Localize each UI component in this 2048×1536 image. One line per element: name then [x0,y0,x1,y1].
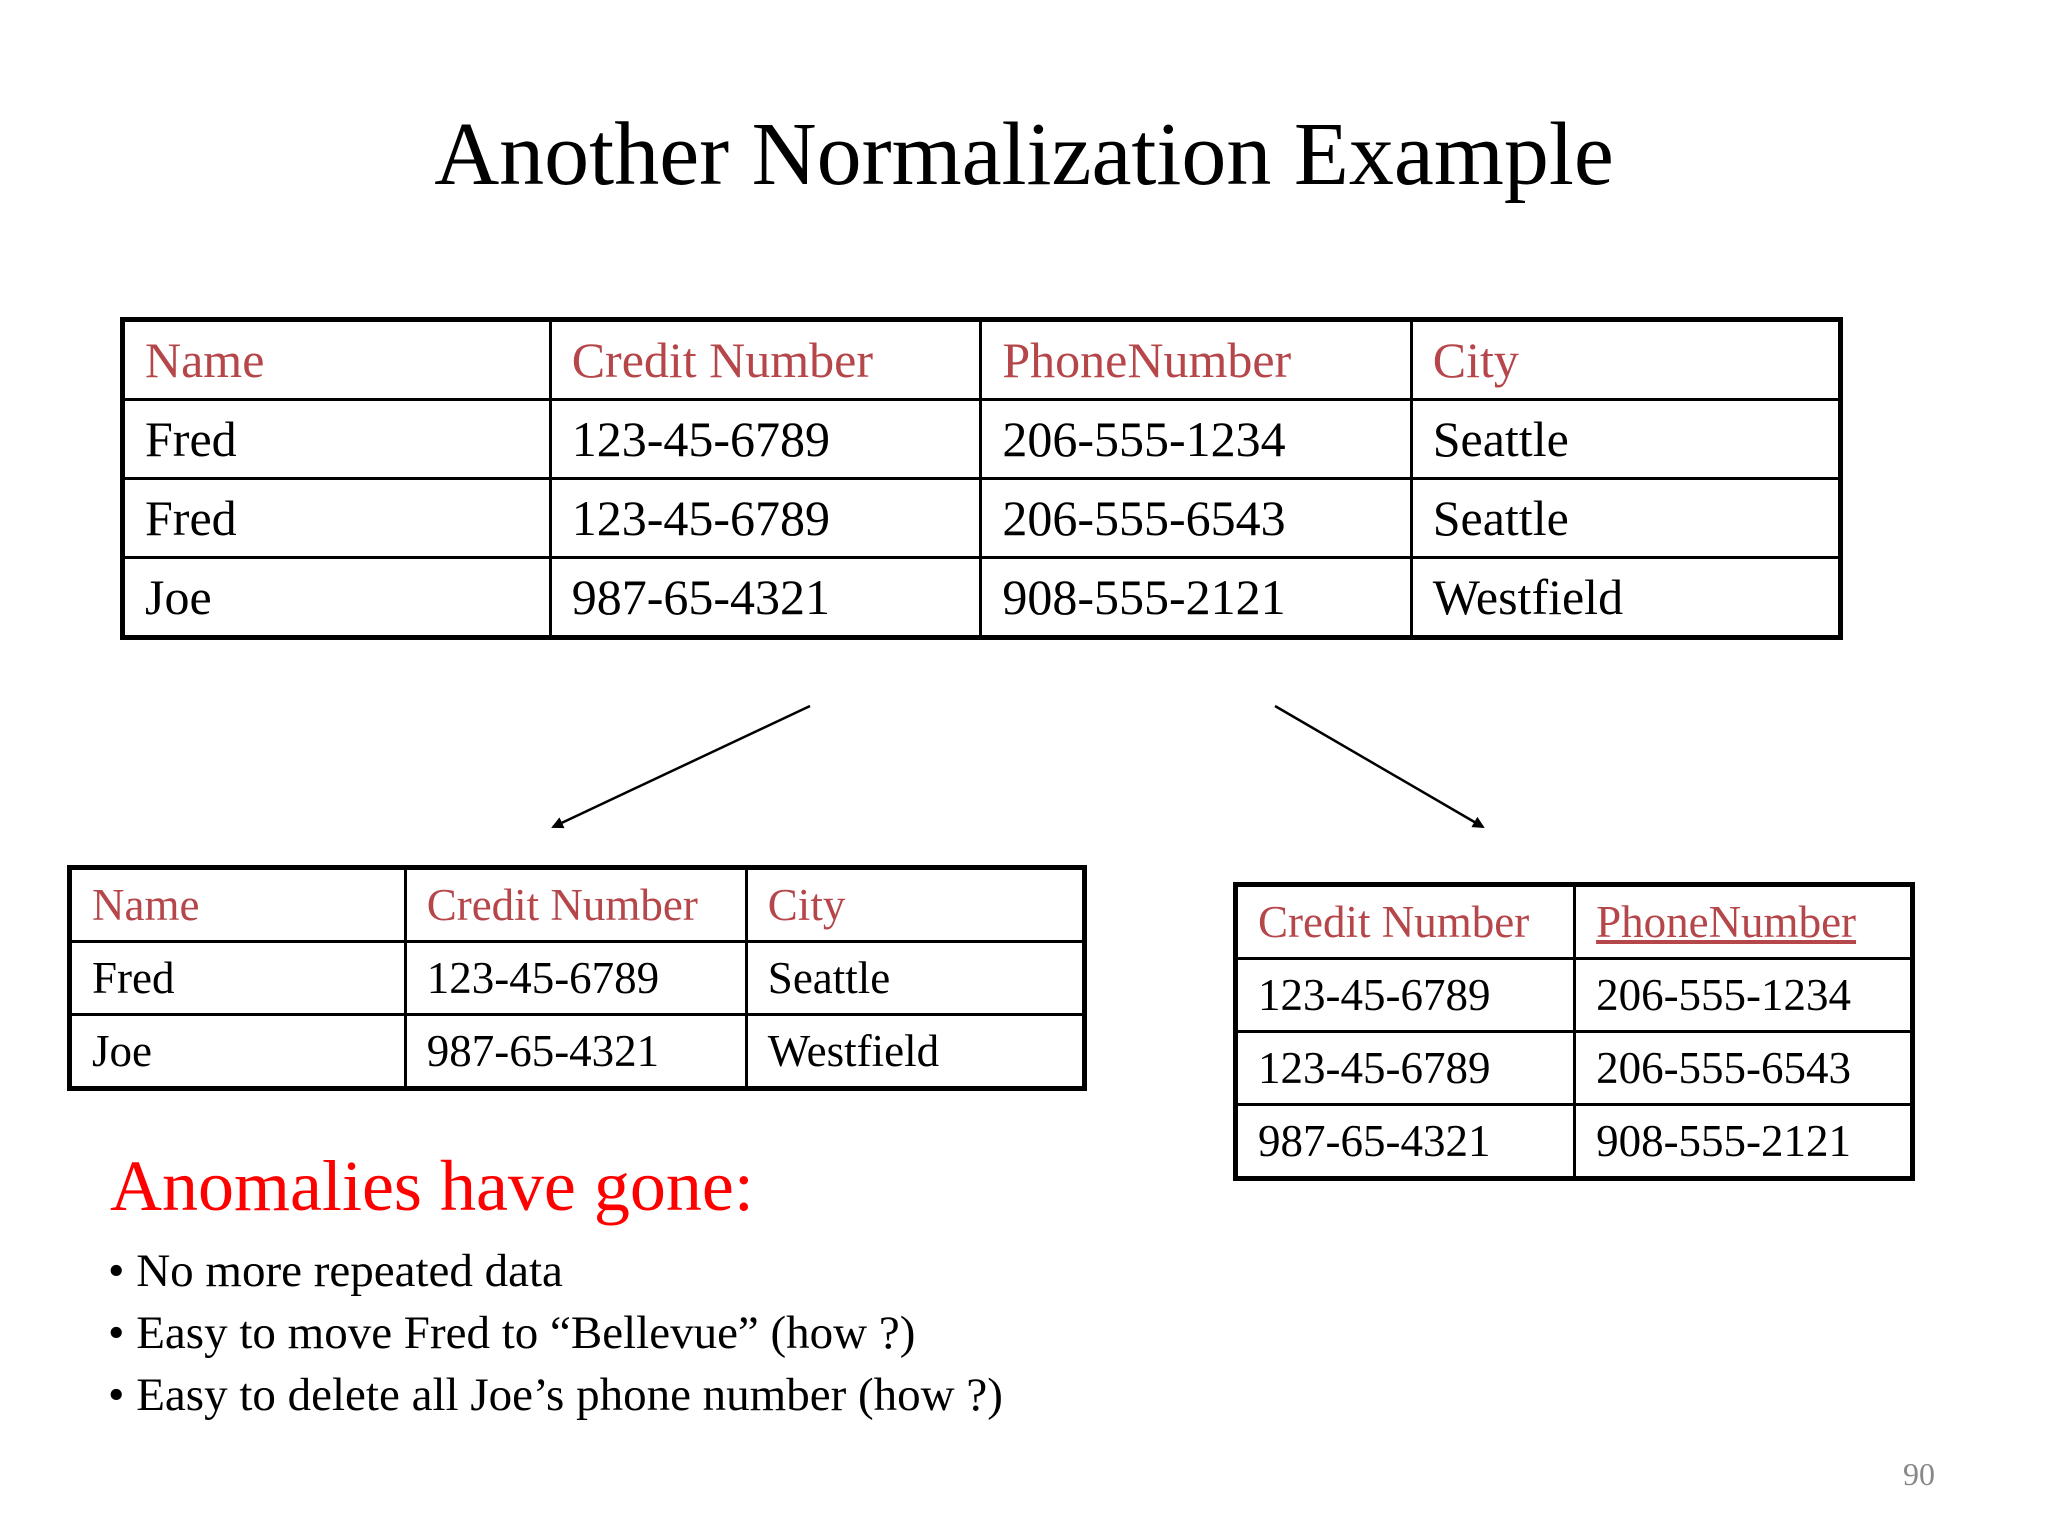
page-number: 90 [1903,1456,1935,1492]
table-row [1236,1032,1913,1105]
table-cell: 206-555-1234 [981,400,1411,479]
table-cell: 206-555-6543 [981,479,1411,558]
header-cell: Credit Number [550,320,981,400]
table-cell: Fred [123,479,551,558]
table-cell: 123-45-6789 [550,479,981,558]
header-cell: Credit Number [1236,885,1575,959]
table-cell: 123-45-6789 [1236,959,1575,1032]
table-cell: 123-45-6789 [1236,1032,1575,1105]
list-item: • Easy to move Fred to “Bellevue” (how ?) [108,1302,1003,1364]
arrow-left [553,706,810,827]
anomalies-list [108,1240,1003,1426]
table-cell: 123-45-6789 [550,400,981,479]
table-cell: Seattle [1411,479,1840,558]
table-cell: Fred [123,400,551,479]
table-cell: Westfield [746,1015,1084,1089]
table-header-row [1236,885,1913,959]
list-item: • No more repeated data [108,1240,1003,1302]
table-cell: 206-555-1234 [1575,959,1913,1032]
table-cell: 908-555-2121 [1575,1105,1913,1179]
header-cell: City [1411,320,1840,400]
table-row [1236,959,1913,1032]
table-cell: Seattle [1411,400,1840,479]
slide-title: Another Normalization Example [434,105,1614,204]
table-cell: 987-65-4321 [550,558,981,638]
table-cell: Seattle [746,942,1084,1015]
table-cell: Westfield [1411,558,1840,638]
list-item: • Easy to delete all Joe’s phone number (how ?) [108,1364,1003,1426]
table-cell: 987-65-4321 [405,1015,746,1089]
table-cell: Fred [70,942,406,1015]
table-row [70,1015,1085,1089]
table-cell: 123-45-6789 [405,942,746,1015]
table-row [70,942,1085,1015]
header-cell: PhoneNumber [981,320,1411,400]
table-cell: 206-555-6543 [1575,1032,1913,1105]
header-cell: Name [123,320,551,400]
key-header-cell: PhoneNumber [1575,885,1913,959]
arrow-right [1275,706,1483,827]
header-cell: Credit Number [405,868,746,942]
table-cell: 987-65-4321 [1236,1105,1575,1179]
name-credit-city-table [67,865,1087,1091]
header-cell: Name [70,868,406,942]
credit-phone-table [1233,882,1915,1181]
table-header-row [70,868,1085,942]
anomalies-heading: Anomalies have gone: [110,1146,754,1226]
table-cell: Joe [123,558,551,638]
header-cell: City [746,868,1084,942]
table-cell: Joe [70,1015,406,1089]
table-row [1236,1105,1913,1179]
table-cell: 908-555-2121 [981,558,1411,638]
